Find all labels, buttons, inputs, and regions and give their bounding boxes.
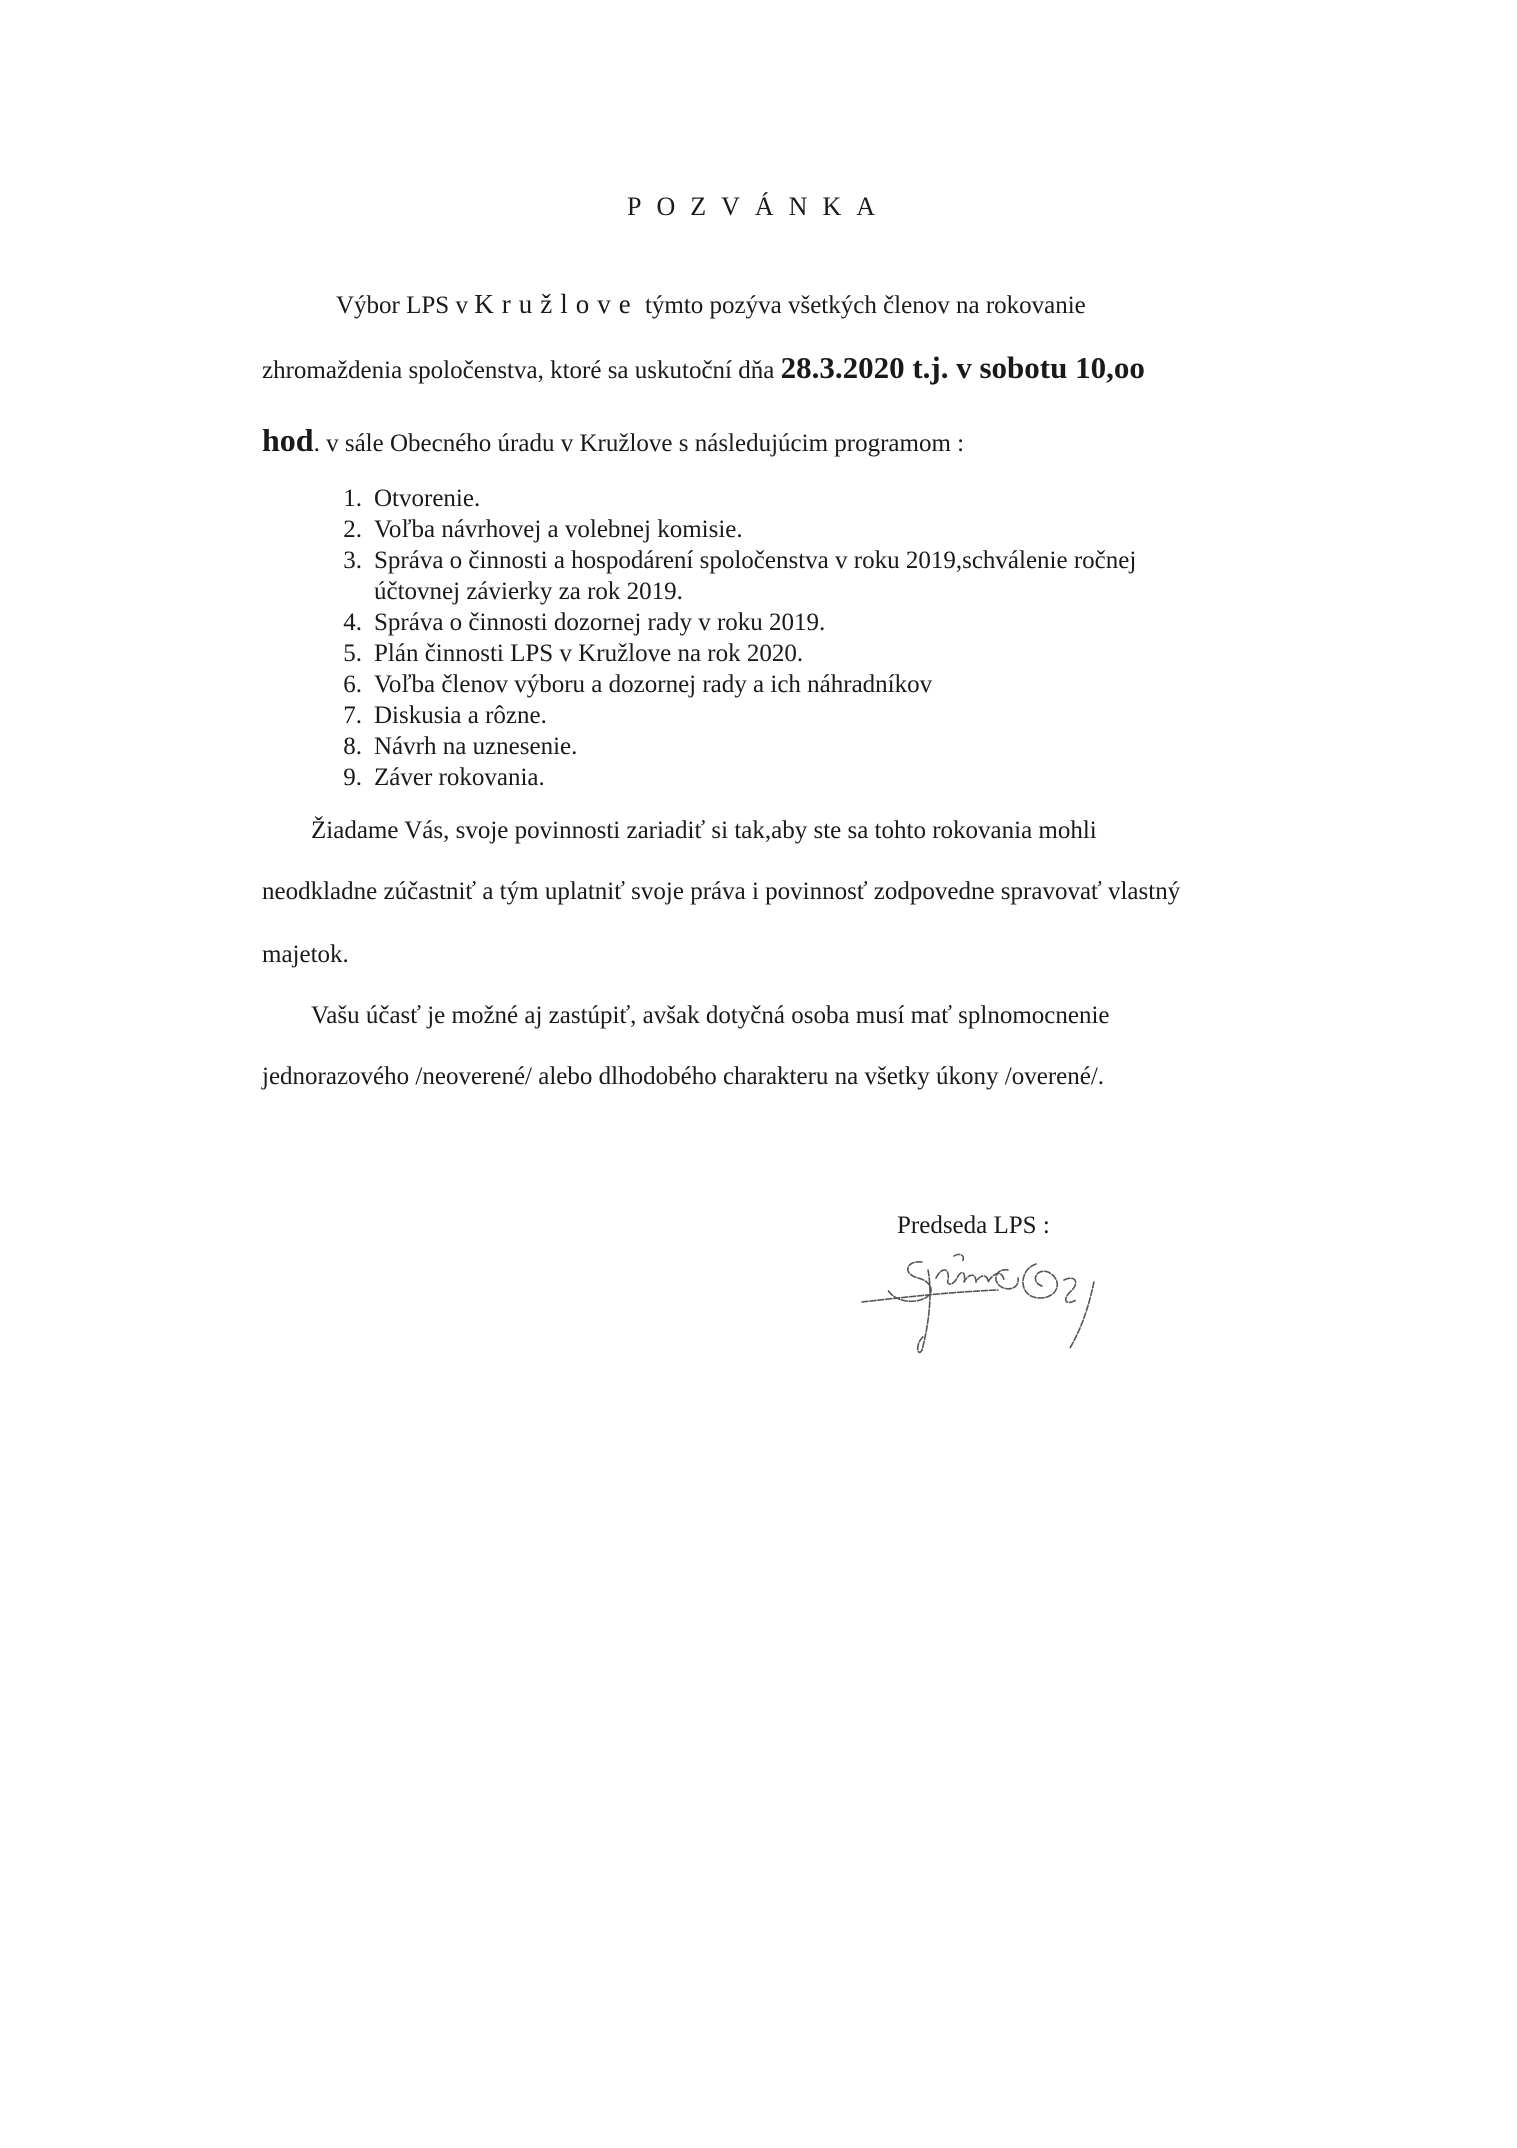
agenda-number: 8. <box>343 733 362 760</box>
handwritten-signature <box>858 1240 1188 1355</box>
meeting-date: 28.3.2020 t.j. v sobotu 10,oo <box>780 350 1145 385</box>
request-line-3: majetok. <box>262 941 349 968</box>
agenda-text: Otvorenie. <box>374 485 481 512</box>
agenda-text: Voľba návrhovej a volebnej komisie. <box>374 516 743 543</box>
agenda-number: 5. <box>343 640 362 667</box>
request-line-1: Žiadame Vás, svoje povinnosti zariadiť si tak,aby ste sa tohto rokovania mohli <box>311 817 1097 844</box>
meeting-hour-suffix: hod <box>262 422 314 458</box>
document-title: POZVÁNKA <box>627 192 890 221</box>
agenda-item <box>332 700 1136 731</box>
proxy-line-1: Vašu účasť je možné aj zastúpiť, avšak dotyčná osoba musí mať splnomocnenie <box>311 1002 1110 1029</box>
proxy-line-2: jednorazového /neoverené/ alebo dlhodobého charakteru na všetky úkony /overené/. <box>262 1063 1105 1090</box>
agenda-number: 3. <box>343 547 362 574</box>
intro-line-1 <box>336 289 1086 320</box>
intro-text: . v sále Obecného úradu v Kružlove s následujúcim programom : <box>313 430 965 457</box>
intro-text: zhromaždenia spoločenstva, ktoré sa uskutoční dňa <box>262 357 781 384</box>
agenda-list <box>332 483 1136 793</box>
agenda-item <box>332 762 1136 793</box>
agenda-item <box>332 483 1136 514</box>
intro-line-3 <box>262 422 964 459</box>
agenda-text-continued: účtovnej závierky za rok 2019. <box>374 578 683 605</box>
agenda-text: Plán činnosti LPS v Kružlove na rok 2020. <box>374 640 804 667</box>
agenda-text: Voľba členov výboru a dozornej rady a ich náhradníkov <box>374 671 933 698</box>
agenda-text: Diskusia a rôzne. <box>374 702 547 729</box>
intro-line-2 <box>262 350 1145 386</box>
request-line-2: neodkladne zúčastniť a tým uplatniť svoje práva i povinnosť zodpovedne spravovať vlastný <box>262 878 1181 905</box>
agenda-text: Správa o činnosti dozornej rady v roku 2019. <box>374 609 826 636</box>
agenda-number: 4. <box>343 609 362 636</box>
agenda-item <box>332 669 1136 700</box>
agenda-number: 9. <box>343 764 362 791</box>
agenda-number: 7. <box>343 702 362 729</box>
agenda-item <box>332 514 1136 545</box>
agenda-item <box>332 607 1136 638</box>
village-name: Kružlove <box>474 289 639 319</box>
agenda-text: Návrh na uznesenie. <box>374 733 578 760</box>
agenda-item <box>332 545 1136 607</box>
agenda-text: Záver rokovania. <box>374 764 545 791</box>
agenda-number: 2. <box>343 516 362 543</box>
intro-text: Výbor LPS v <box>336 292 475 319</box>
intro-text: týmto pozýva všetkých členov na rokovanie <box>638 292 1086 319</box>
agenda-item <box>332 731 1136 762</box>
agenda-number: 1. <box>343 485 362 512</box>
signature-label: Predseda LPS : <box>897 1212 1050 1239</box>
agenda-text: Správa o činnosti a hospodárení spoločenstva v roku 2019,schválenie ročnej <box>374 547 1137 574</box>
agenda-number: 6. <box>343 671 362 698</box>
agenda-item <box>332 638 1136 669</box>
